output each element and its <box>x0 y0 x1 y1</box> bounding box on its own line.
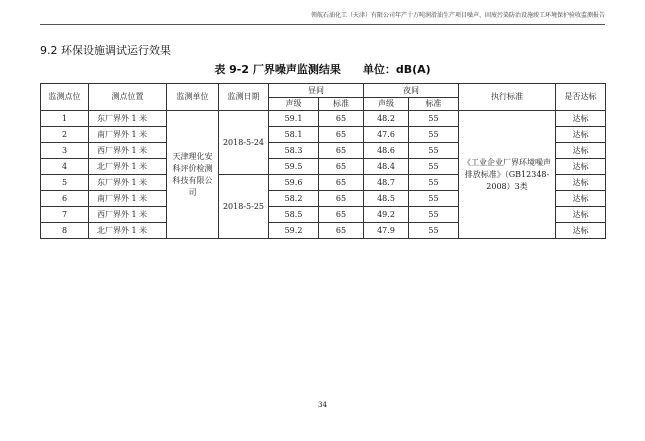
cell-day-level: 59.1 <box>269 111 319 127</box>
cell-location: 西厂界外 1 米 <box>89 207 167 223</box>
cell-no: 8 <box>41 223 89 239</box>
cell-location: 东厂界外 1 米 <box>89 111 167 127</box>
noise-results-table <box>40 83 606 239</box>
cell-result: 达标 <box>556 191 606 207</box>
cell-day-level: 58.2 <box>269 191 319 207</box>
cell-night-level: 48.6 <box>364 143 409 159</box>
standard-text: 《工业企业厂界环境噪声排放标准》（GB12348-2008）3类 <box>459 111 556 239</box>
header-unit: 监测单位 <box>167 84 219 111</box>
header-day: 昼间 <box>269 84 364 98</box>
header-standard: 执行标准 <box>459 84 556 111</box>
cell-night-level: 47.9 <box>364 223 409 239</box>
cell-night-level: 48.5 <box>364 191 409 207</box>
header-day-level: 声级 <box>269 98 319 111</box>
cell-no: 1 <box>41 111 89 127</box>
cell-night-limit: 55 <box>409 191 459 207</box>
cell-result: 达标 <box>556 223 606 239</box>
header-date: 监测日期 <box>219 84 269 111</box>
page-number: 34 <box>318 401 327 409</box>
monitoring-org: 天津理化安科评价检测科技有限公司 <box>167 111 219 239</box>
cell-night-limit: 55 <box>409 159 459 175</box>
cell-no: 6 <box>41 191 89 207</box>
cell-day-limit: 65 <box>319 143 364 159</box>
cell-location: 东厂界外 1 米 <box>89 175 167 191</box>
cell-night-level: 49.2 <box>364 207 409 223</box>
page-header: 领航石油化工（天津）有限公司年产十万吨润滑油生产项目噪声、固废污染防治设施竣工环境保护验收监测报告 <box>40 10 605 25</box>
cell-night-level: 47.6 <box>364 127 409 143</box>
cell-night-limit: 55 <box>409 207 459 223</box>
cell-no: 7 <box>41 207 89 223</box>
cell-day-level: 59.2 <box>269 223 319 239</box>
cell-day-level: 59.6 <box>269 175 319 191</box>
table-row <box>41 111 606 127</box>
cell-day-limit: 65 <box>319 175 364 191</box>
cell-day-limit: 65 <box>319 223 364 239</box>
cell-location: 西厂界外 1 米 <box>89 143 167 159</box>
cell-result: 达标 <box>556 143 606 159</box>
header-location: 测点位置 <box>89 84 167 111</box>
cell-day-level: 59.5 <box>269 159 319 175</box>
cell-location: 南厂界外 1 米 <box>89 127 167 143</box>
cell-result: 达标 <box>556 159 606 175</box>
cell-night-limit: 55 <box>409 175 459 191</box>
cell-night-limit: 55 <box>409 223 459 239</box>
cell-night-limit: 55 <box>409 143 459 159</box>
cell-day-limit: 65 <box>319 159 364 175</box>
cell-day-limit: 65 <box>319 111 364 127</box>
cell-day-limit: 65 <box>319 127 364 143</box>
cell-location: 北厂界外 1 米 <box>89 159 167 175</box>
cell-result: 达标 <box>556 127 606 143</box>
header-night-limit: 标准 <box>409 98 459 111</box>
cell-result: 达标 <box>556 207 606 223</box>
section-title: 9.2 环保设施调试运行效果 <box>40 44 171 57</box>
table-title: 表 9-2 厂界噪声监测结果 单位：dB(A) <box>214 63 431 76</box>
header-night-level: 声级 <box>364 98 409 111</box>
header-night: 夜间 <box>364 84 459 98</box>
cell-day-limit: 65 <box>319 207 364 223</box>
cell-day-limit: 65 <box>319 191 364 207</box>
cell-no: 3 <box>41 143 89 159</box>
cell-no: 4 <box>41 159 89 175</box>
cell-night-level: 48.2 <box>364 111 409 127</box>
cell-day-level: 58.3 <box>269 143 319 159</box>
cell-result: 达标 <box>556 175 606 191</box>
cell-no: 5 <box>41 175 89 191</box>
cell-night-limit: 55 <box>409 111 459 127</box>
cell-night-level: 48.4 <box>364 159 409 175</box>
header-compliance: 是否达标 <box>556 84 606 111</box>
cell-result: 达标 <box>556 111 606 127</box>
header-index: 监测点位 <box>41 84 89 111</box>
header-day-limit: 标准 <box>319 98 364 111</box>
monitoring-date-1: 2018-5-24 <box>219 111 269 175</box>
cell-no: 2 <box>41 127 89 143</box>
cell-night-level: 48.7 <box>364 175 409 191</box>
cell-location: 南厂界外 1 米 <box>89 191 167 207</box>
monitoring-date-2: 2018-5-25 <box>219 175 269 239</box>
cell-day-level: 58.1 <box>269 127 319 143</box>
cell-night-limit: 55 <box>409 127 459 143</box>
cell-day-level: 58.5 <box>269 207 319 223</box>
cell-location: 北厂界外 1 米 <box>89 223 167 239</box>
